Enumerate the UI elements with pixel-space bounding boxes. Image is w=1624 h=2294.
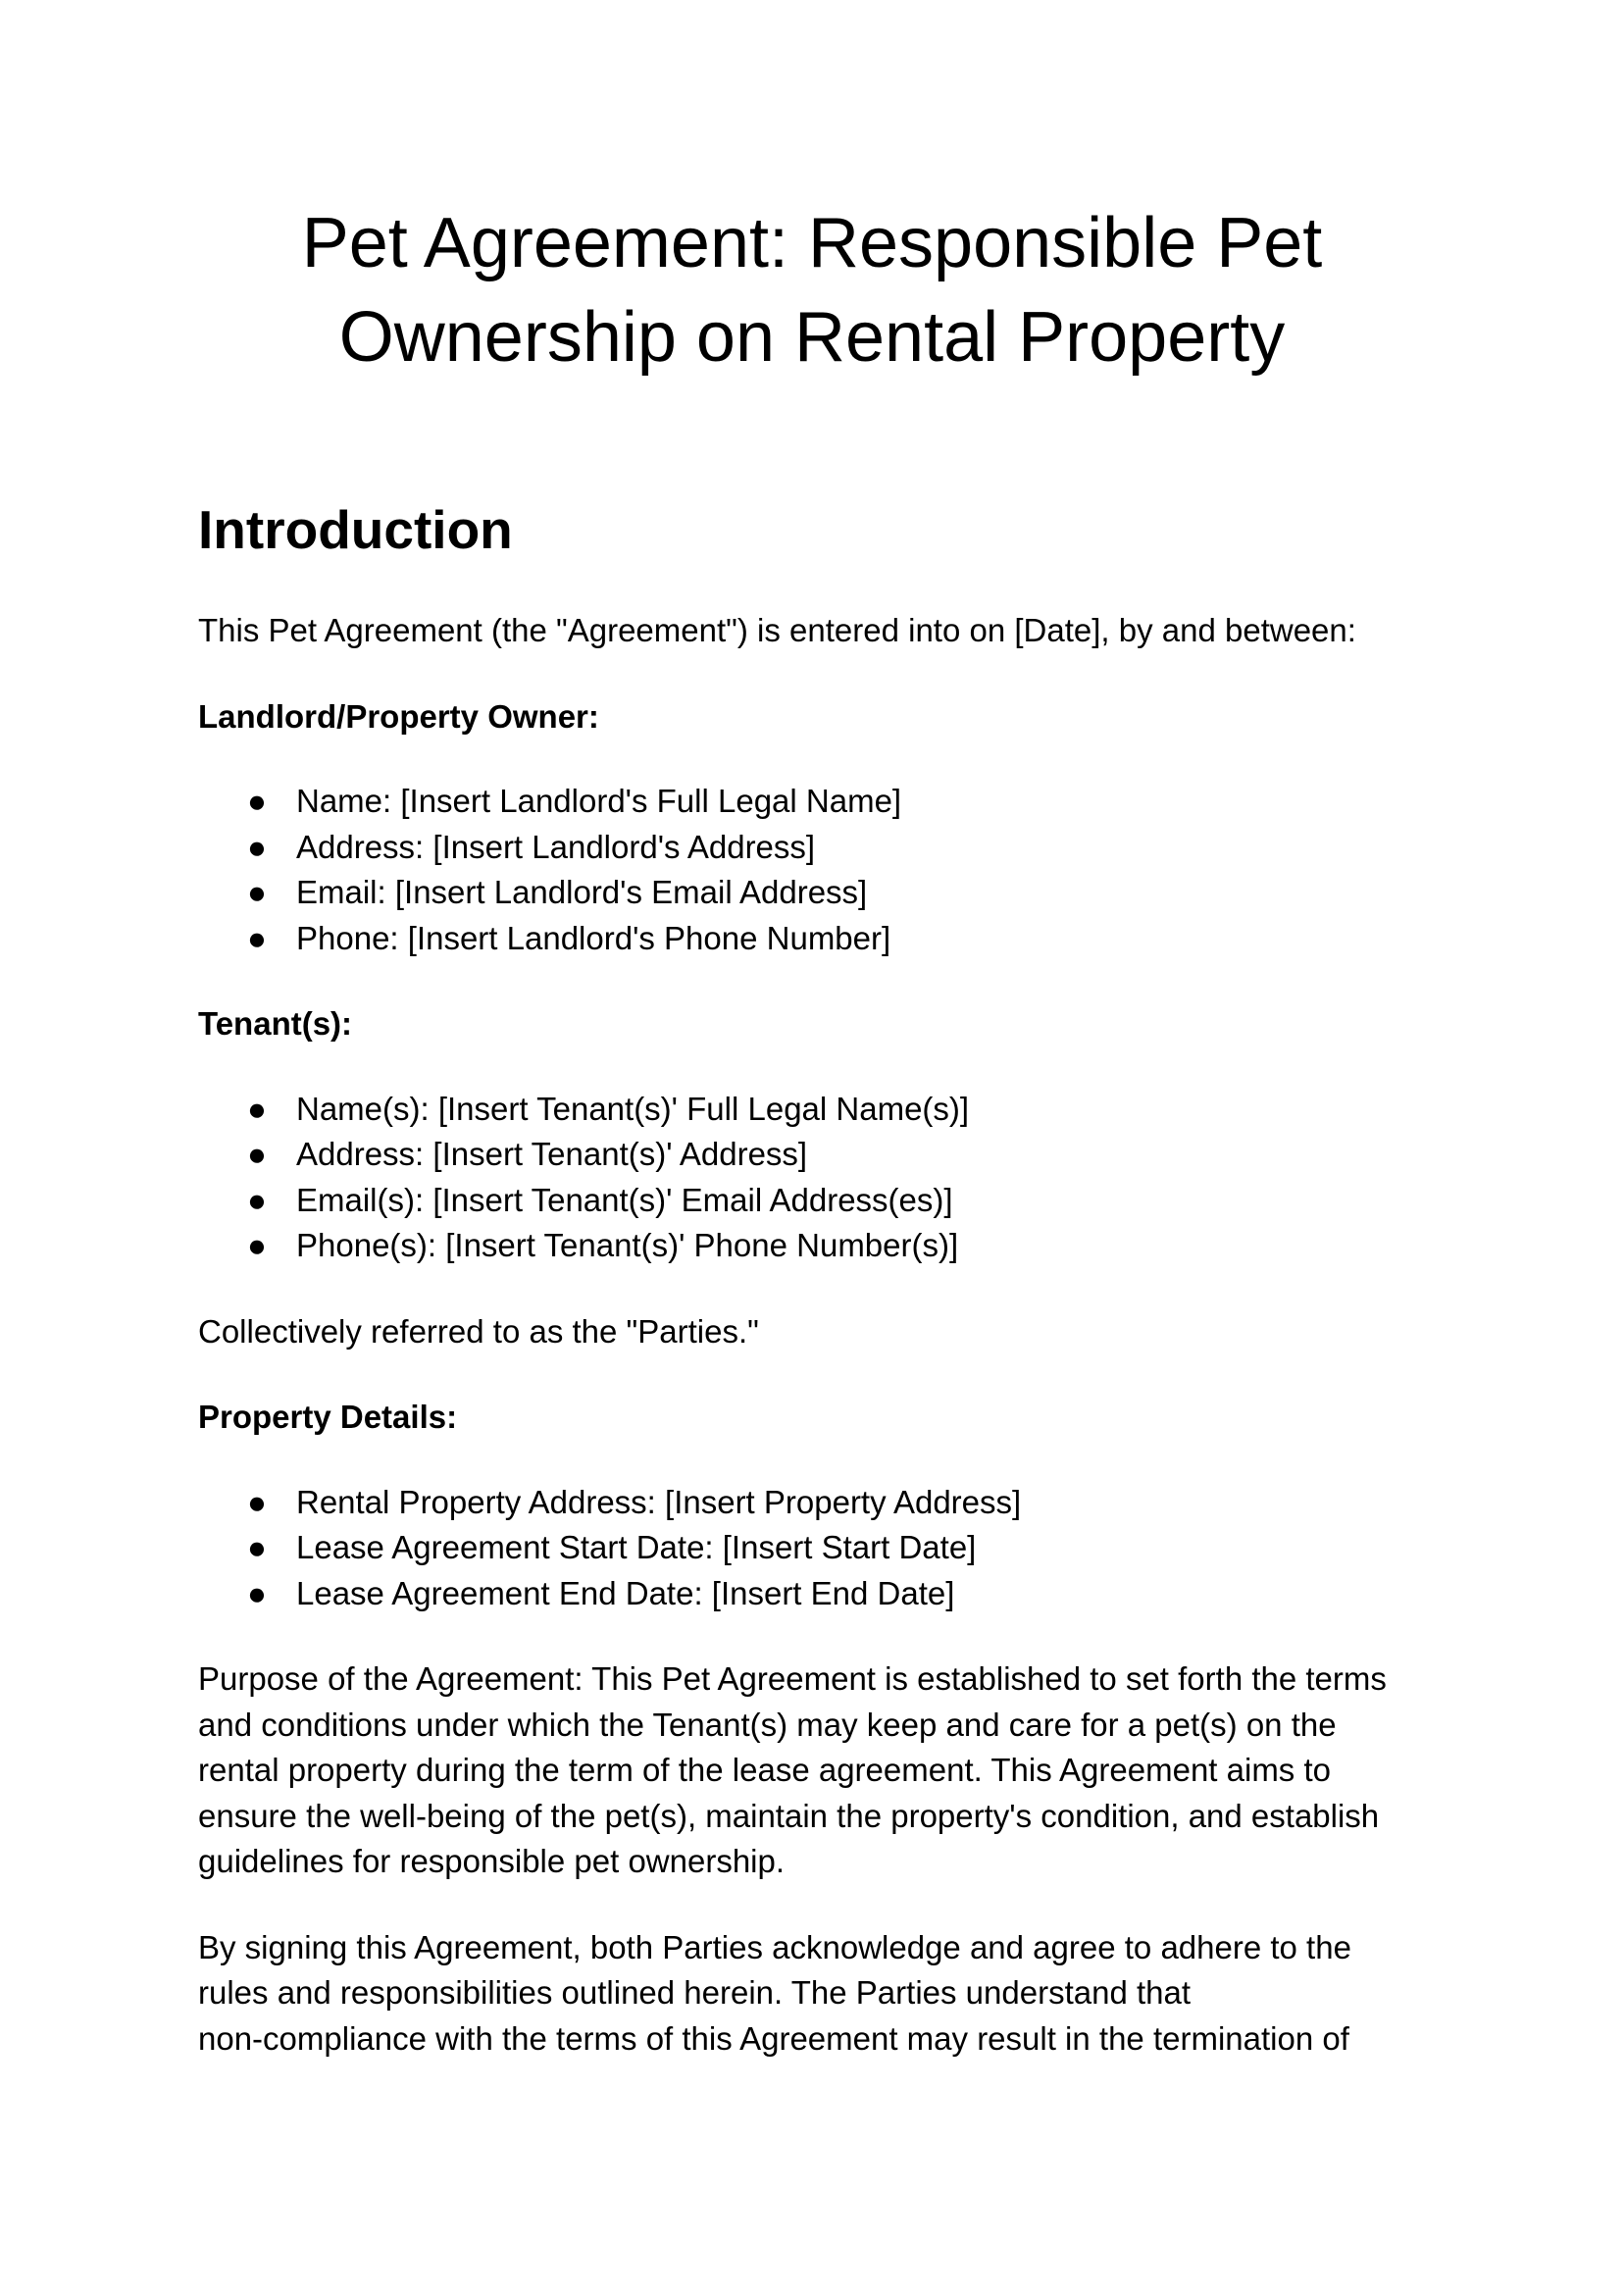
title-line: Ownership on Rental Property — [338, 298, 1286, 377]
purpose-paragraph — [198, 1657, 1473, 1885]
bullet-icon: ● — [247, 1090, 267, 1127]
bullet-icon: ● — [247, 874, 267, 910]
intro-paragraph: This Pet Agreement (the "Agreement") is entered into on [Date], by and between: — [198, 612, 1356, 648]
list-item — [198, 1132, 1473, 1178]
list-item — [198, 870, 1473, 916]
list-item-text: Email: [Insert Landlord's Email Address] — [296, 874, 868, 910]
collective-paragraph: Collectively referred to as the "Parties." — [198, 1312, 759, 1350]
list-item — [198, 1178, 1473, 1224]
list-item — [198, 1223, 1473, 1269]
signing-paragraph — [198, 1925, 1473, 2063]
property-label: Property Details: — [198, 1399, 458, 1435]
list-item — [198, 1087, 1473, 1133]
tenants-list — [198, 1087, 1473, 1269]
tenants-label: Tenant(s): — [198, 1005, 353, 1042]
bullet-icon: ● — [247, 1483, 267, 1520]
list-item-text: Rental Property Address: [Insert Property Address] — [296, 1483, 1022, 1520]
bullet-icon: ● — [247, 919, 267, 956]
list-item-text: Phone(s): [Insert Tenant(s)' Phone Number(s)] — [296, 1227, 959, 1263]
bullet-icon: ● — [247, 828, 267, 865]
document-body — [198, 490, 1473, 2062]
bullet-icon: ● — [247, 1181, 267, 1218]
paragraph-line: ensure the well-being of the pet(s), maintain the property's condition, and establish — [198, 1797, 1380, 1834]
landlord-label: Landlord/Property Owner: — [198, 697, 599, 735]
paragraph-line: guidelines for responsible pet ownership. — [198, 1843, 786, 1879]
list-item — [198, 825, 1473, 871]
list-item — [198, 779, 1473, 825]
list-item-text: Email(s): [Insert Tenant(s)' Email Address(es)] — [296, 1181, 953, 1218]
list-item-text: Name(s): [Insert Tenant(s)' Full Legal Name(s)] — [296, 1090, 970, 1127]
document-title — [196, 196, 1428, 384]
list-item — [198, 916, 1473, 962]
list-item-text: Phone: [Insert Landlord's Phone Number] — [296, 919, 891, 956]
bullet-icon: ● — [247, 783, 267, 819]
introduction-heading: Introduction — [198, 499, 513, 560]
list-item-text: Lease Agreement Start Date: [Insert Start Date] — [296, 1529, 977, 1565]
list-item-text: Lease Agreement End Date: [Insert End Date] — [296, 1574, 955, 1611]
list-item — [198, 1571, 1473, 1617]
bullet-icon: ● — [247, 1529, 267, 1565]
paragraph-line: Purpose of the Agreement: This Pet Agreement is established to set forth the terms — [198, 1660, 1387, 1697]
bullet-icon: ● — [247, 1574, 267, 1611]
list-item — [198, 1480, 1473, 1526]
paragraph-line: rental property during the term of the lease agreement. This Agreement aims to — [198, 1752, 1331, 1788]
paragraph-line: rules and responsibilities outlined herein. The Parties understand that — [198, 1974, 1192, 2011]
bullet-icon: ● — [247, 1227, 267, 1263]
bullet-icon: ● — [247, 1136, 267, 1172]
property-list — [198, 1480, 1473, 1617]
paragraph-line: and conditions under which the Tenant(s) may keep and care for a pet(s) on the — [198, 1706, 1337, 1743]
list-item-text: Address: [Insert Tenant(s)' Address] — [296, 1136, 808, 1172]
title-line: Pet Agreement: Responsible Pet — [301, 204, 1323, 282]
list-item-text: Address: [Insert Landlord's Address] — [296, 828, 816, 865]
landlord-list — [198, 779, 1473, 961]
paragraph-line: By signing this Agreement, both Parties acknowledge and agree to adhere to the — [198, 1928, 1351, 1965]
list-item-text: Name: [Insert Landlord's Full Legal Name] — [296, 783, 902, 819]
paragraph-line: non-compliance with the terms of this Agreement may result in the termination of — [198, 2019, 1349, 2057]
list-item — [198, 1525, 1473, 1571]
